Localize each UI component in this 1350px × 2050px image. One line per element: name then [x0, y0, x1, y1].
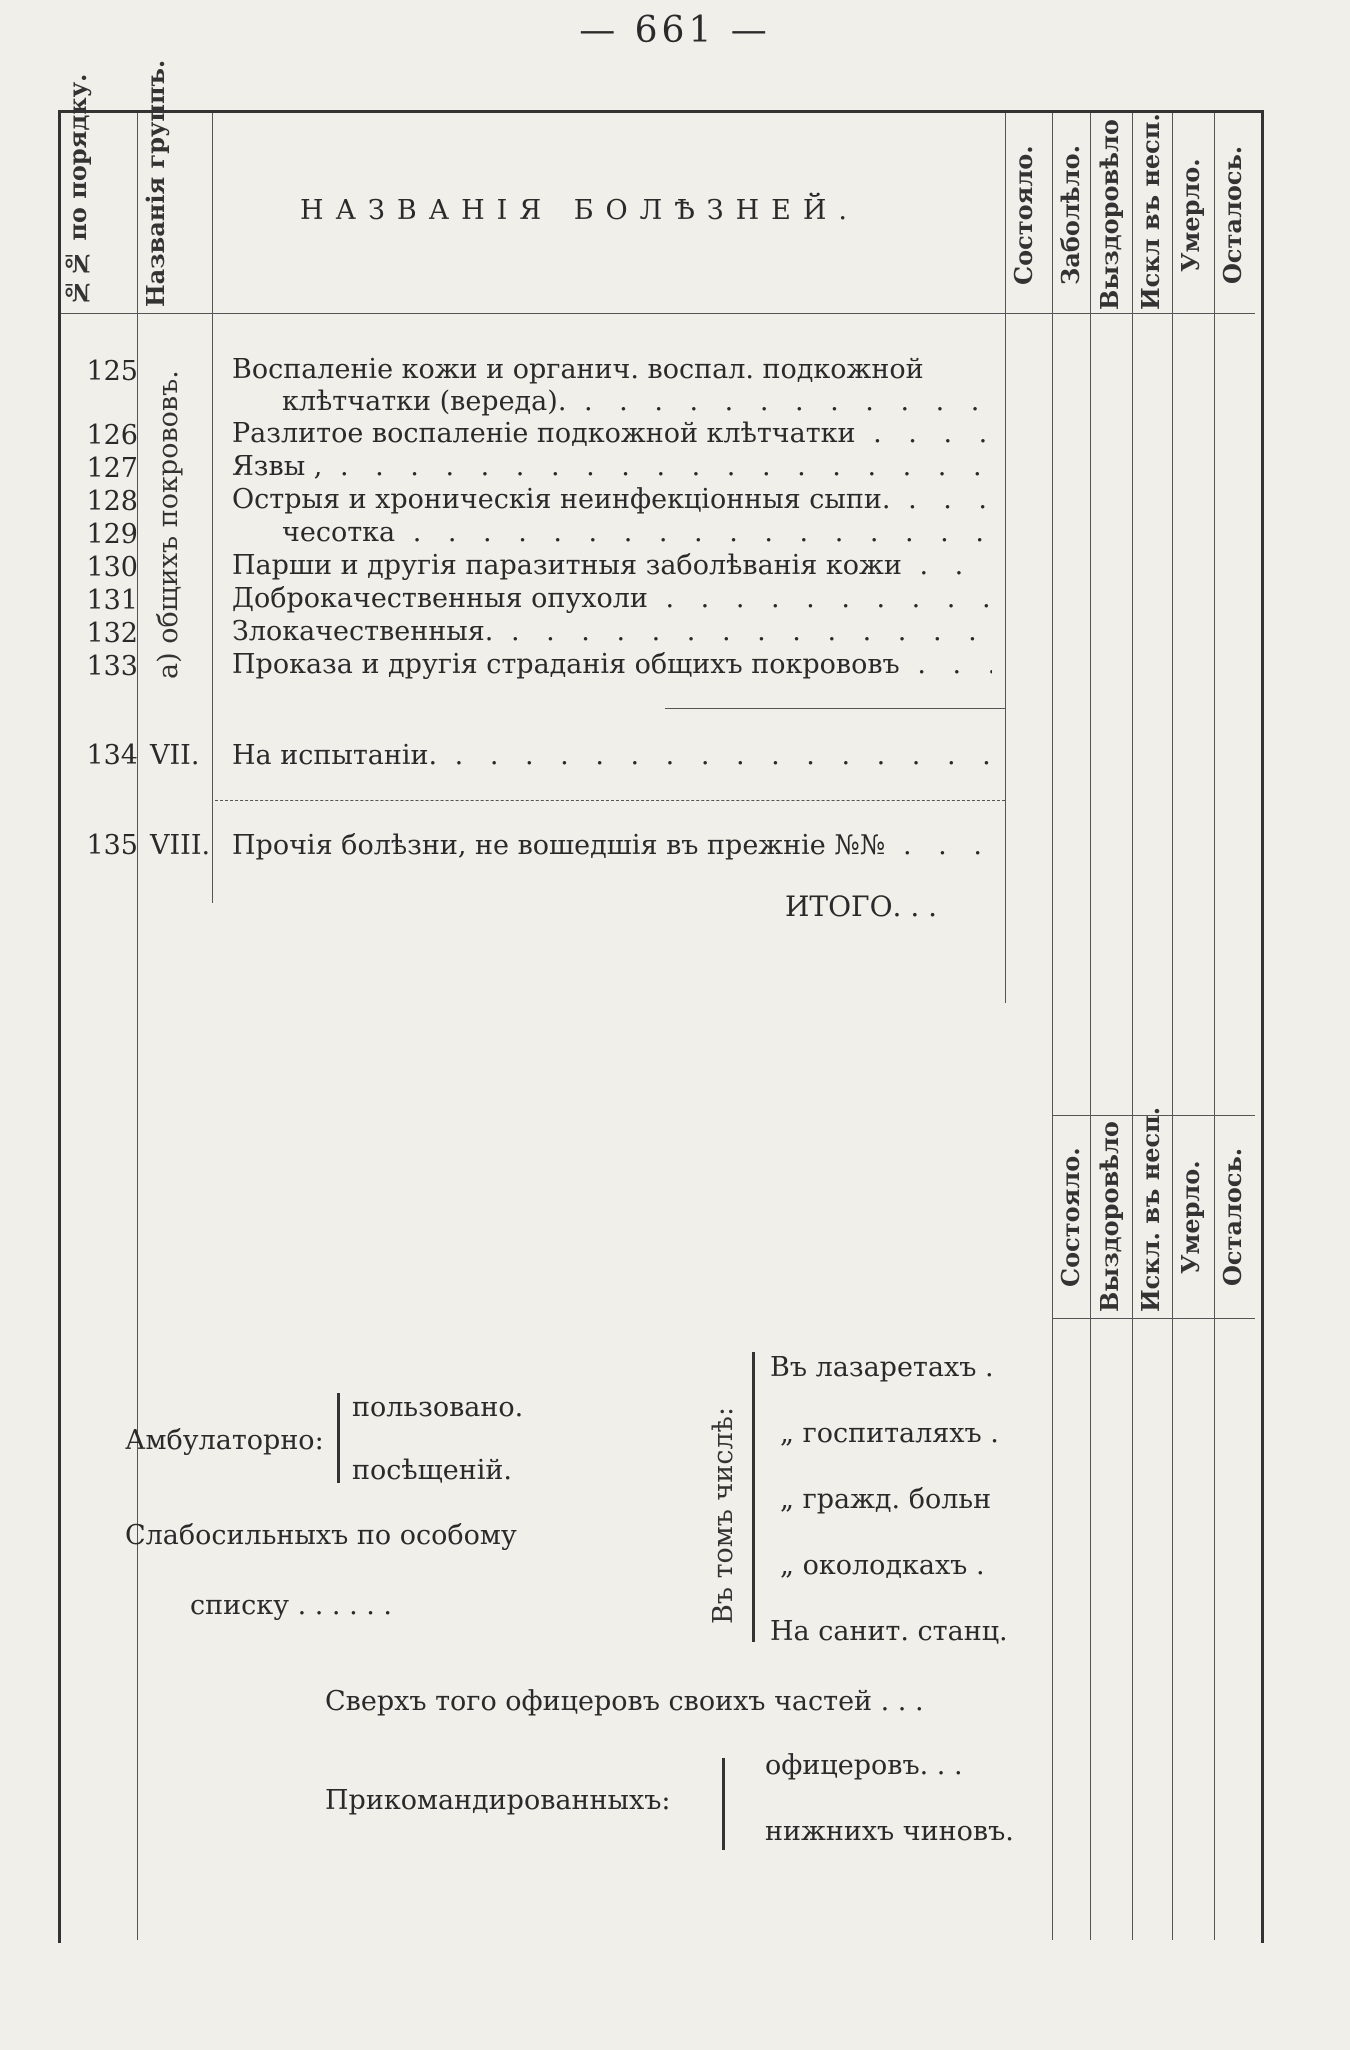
attached-label: Прикомандированныхъ:: [325, 1785, 671, 1816]
brace: [337, 1393, 340, 1483]
col-divider-group: [212, 113, 213, 903]
row-number: 127: [86, 453, 138, 484]
row-text: Разлитое воспаленіе подкожной клѣтчатки . . .: [232, 418, 992, 449]
col-divider-no: [137, 113, 138, 1940]
header-stat-0: Состояло.: [1009, 145, 1038, 285]
header-rule: [61, 313, 1255, 314]
row-text: Проказа и другія страданія общихъ покрововъ . . .: [232, 649, 992, 680]
row-number: 134: [86, 740, 138, 771]
row-number: 125: [86, 356, 138, 387]
total-label: ИТОГО. . .: [785, 890, 938, 923]
row-text: чесотка . . .: [282, 517, 992, 548]
ambulatory-visits: посѣщеній.: [352, 1455, 512, 1486]
row-text: Воспаленіе кожи и органич. воспал. подкожной: [232, 354, 924, 385]
row-text: Острыя и хроническія неинфекціонныя сыпи. . . .: [232, 484, 992, 515]
section-rule: [215, 800, 1005, 801]
row-number: 129: [86, 519, 138, 550]
row-text: Парши и другія паразитныя заболѣванія кожи . . .: [232, 550, 992, 581]
including-item: На санит. станц.: [770, 1616, 1008, 1647]
lower-header-bottom: [1052, 1318, 1255, 1319]
row-number: 128: [86, 486, 138, 517]
row-text: Прочія болѣзни, не вошедшія въ прежніе №№ . . .: [232, 830, 992, 861]
row-text: Доброкачественныя опухоли . . .: [232, 583, 992, 614]
header-stat-1: Заболѣло.: [1056, 145, 1085, 285]
attached-officers: офицеровъ. . .: [765, 1750, 963, 1781]
attached-lower-ranks: нижнихъ чиновъ.: [765, 1816, 1014, 1847]
row-number: 133: [86, 651, 138, 682]
group-a-label: а) общихъ покрововъ.: [153, 370, 184, 680]
weak-line2: списку . . . . . .: [190, 1590, 392, 1621]
row-group: VIII.: [150, 830, 211, 861]
row-number: 126: [86, 420, 138, 451]
lower-stat-3: Умерло.: [1176, 1160, 1205, 1274]
header-col-no: №№ по порядку.: [63, 73, 92, 307]
row-text: клѣтчатки (вереда). . . .: [282, 386, 992, 417]
page-number: — 661 —: [579, 10, 771, 51]
col-divider-4: [1172, 113, 1173, 1940]
lower-stat-4: Осталось.: [1218, 1147, 1247, 1287]
col-divider-1: [1052, 113, 1053, 1940]
header-stat-4: Умерло.: [1176, 158, 1205, 272]
row-text: Злокачественныя. . . .: [232, 616, 992, 647]
weak-line1: Слабосильныхъ по особому: [125, 1520, 517, 1551]
lower-stat-0: Состояло.: [1056, 1147, 1085, 1287]
header-stat-3: Искл въ несп.: [1136, 113, 1165, 310]
row-number: 135: [86, 830, 138, 861]
diseases-title: НАЗВАНІЯ БОЛѢЗНЕЙ.: [300, 195, 859, 226]
brace: [752, 1352, 755, 1642]
including-item: „ гражд. больн: [780, 1484, 992, 1515]
row-number: 131: [86, 585, 138, 616]
col-divider-3: [1132, 113, 1133, 1940]
brace: [722, 1758, 725, 1850]
including-item: „ госпиталяхъ .: [780, 1418, 999, 1449]
row-group: VII.: [150, 740, 200, 771]
header-stat-2: Выздоровѣло: [1095, 119, 1124, 310]
col-divider-2: [1090, 113, 1091, 1940]
including-item: „ околодкахъ .: [780, 1550, 985, 1581]
header-stat-5: Осталось.: [1218, 145, 1247, 285]
row-text: Язвы , . . .: [232, 451, 992, 482]
including-item: Въ лазаретахъ .: [770, 1352, 994, 1383]
officers-own: Сверхъ того офицеровъ своихъ частей . . .: [325, 1686, 924, 1717]
lower-stat-2: Искл. въ несп.: [1136, 1106, 1165, 1312]
lower-stat-1: Выздоровѣло: [1095, 1121, 1124, 1312]
ambulatory-used: пользовано.: [352, 1392, 524, 1423]
including-label: Въ томъ числѣ:: [708, 1406, 739, 1624]
row-number: 132: [86, 618, 138, 649]
row-text: На испытаніи. . . .: [232, 740, 992, 771]
section-rule: [665, 708, 1005, 709]
col-divider-stats: [1005, 113, 1006, 1003]
ambulatory-label: Амбулаторно:: [125, 1425, 324, 1456]
col-divider-5: [1214, 113, 1215, 1940]
row-number: 130: [86, 552, 138, 583]
header-col-group: Названія группъ.: [141, 59, 170, 307]
